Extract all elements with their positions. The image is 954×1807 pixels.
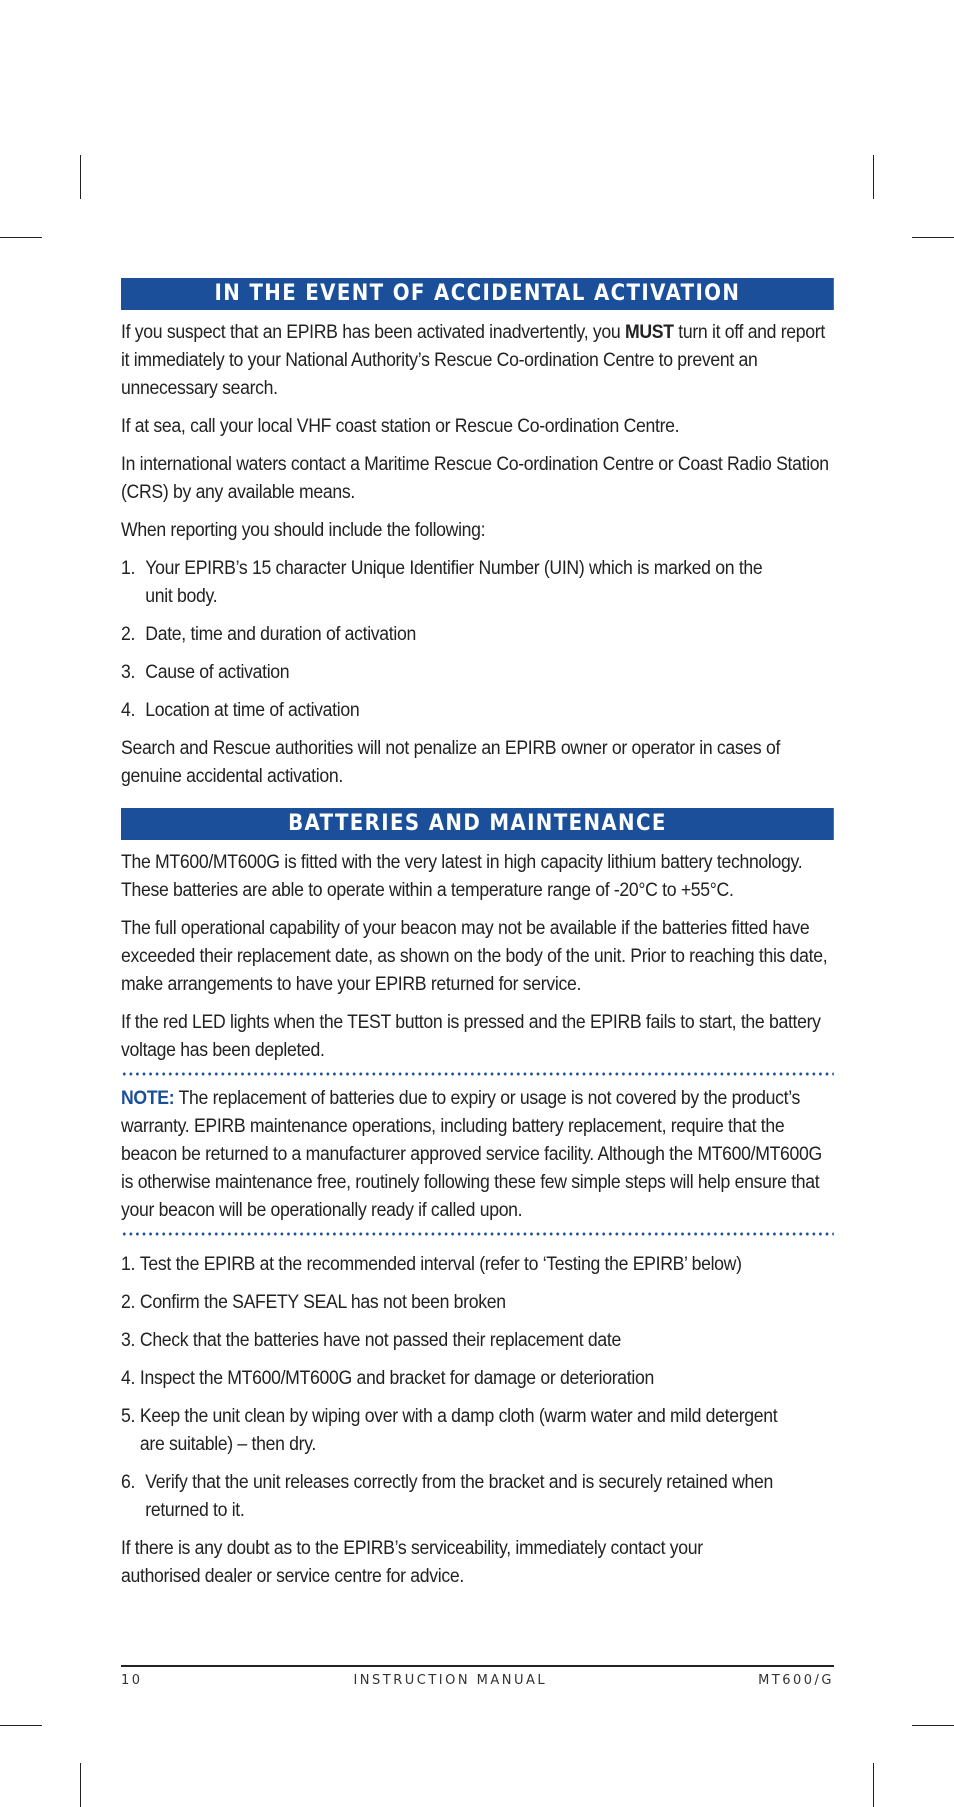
list-item	[121, 1468, 834, 1524]
page-content	[121, 278, 834, 1600]
list-item	[121, 1402, 834, 1458]
list-text: Cause of activation	[145, 661, 290, 683]
list-text: Location at time of activation	[145, 699, 360, 721]
emphasis-must: MUST	[625, 321, 674, 343]
crop-mark	[80, 1763, 81, 1807]
section-heading-batteries: BATTERIES AND MAINTENANCE	[121, 808, 834, 840]
list-text: Check that the batteries have not passed their replacement date	[139, 1329, 621, 1351]
list-item	[121, 620, 834, 648]
crop-mark	[912, 1725, 954, 1726]
text: If you suspect that an EPIRB has been activated inadvertently, you	[121, 321, 625, 343]
list-number: 4.	[121, 1367, 136, 1389]
paragraph: Search and Rescue authorities will not penalize an EPIRB owner or operator in cases of genuine accidental activation.	[121, 737, 781, 787]
list-item	[121, 1288, 834, 1316]
footer-title: INSTRUCTION MANUAL	[353, 1673, 548, 1688]
note-label: NOTE:	[121, 1087, 175, 1109]
section-heading-accidental-activation: IN THE EVENT OF ACCIDENTAL ACTIVATION	[121, 278, 834, 310]
paragraph: If there is any doubt as to the EPIRB’s serviceability, immediately contact your authorised dealer or service centre for advice.	[121, 1537, 703, 1587]
crop-mark	[873, 1763, 874, 1807]
list-number: 4.	[121, 699, 136, 721]
paragraph: If the red LED lights when the TEST button is pressed and the EPIRB fails to start, the battery voltage has been depleted.	[121, 1011, 821, 1061]
paragraph: The full operational capability of your beacon may not be available if the batteries fitted have exceeded their replacement date, as shown on the body of the unit. Prior to reaching this date, make arrangements to have your EPIRB returned for service.	[121, 917, 828, 995]
list-number: 2.	[121, 623, 136, 645]
text: turn it off and report it immediately to your National Authority’s Rescue Co-ordination Centre to prevent an unnecessary search.	[121, 321, 825, 399]
page-number: 10	[121, 1673, 143, 1688]
list-item	[121, 1250, 834, 1278]
list-text: Test the EPIRB at the recommended interval (refer to ‘Testing the EPIRB’ below)	[139, 1253, 742, 1275]
list-number: 2.	[121, 1291, 136, 1313]
footer-model: MT600/G	[758, 1673, 834, 1688]
list-item	[121, 658, 834, 686]
list-number: 5.	[121, 1405, 136, 1427]
crop-mark	[0, 237, 42, 238]
dotted-divider	[121, 1232, 834, 1236]
list-number: 6.	[121, 1471, 136, 1493]
list-number: 1.	[121, 1253, 136, 1275]
list-item	[121, 1326, 834, 1354]
list-item	[121, 554, 834, 610]
note-text: The replacement of batteries due to expiry or usage is not covered by the product’s warranty. EPIRB maintenance operations, including battery replacement, require that the beacon be returned to a manufacturer approved service facility. Although the MT600/MT600G is otherwise maintenance free, routinely following these few simple steps will help ensure that your beacon will be operationally ready if called upon.	[121, 1087, 822, 1221]
crop-mark	[873, 155, 874, 199]
list-text: Date, time and duration of activation	[145, 623, 416, 645]
dotted-divider	[121, 1072, 834, 1076]
paragraph: In international waters contact a Maritime Rescue Co-ordination Centre or Coast Radio Station (CRS) by any available means.	[121, 453, 829, 503]
list-text: Keep the unit clean by wiping over with a damp cloth (warm water and mild detergent are suitable) – then dry.	[139, 1405, 778, 1455]
list-text: Confirm the SAFETY SEAL has not been broken	[139, 1291, 506, 1313]
list-text: Verify that the unit releases correctly from the bracket and is securely retained when returned to it.	[145, 1471, 773, 1521]
list-item	[121, 1364, 834, 1392]
list-item	[121, 696, 834, 724]
list-number: 3.	[121, 1329, 136, 1351]
crop-mark	[0, 1725, 42, 1726]
paragraph	[121, 318, 834, 402]
page-footer	[121, 1665, 834, 1688]
crop-mark	[80, 155, 81, 199]
list-number: 3.	[121, 661, 136, 683]
paragraph: If at sea, call your local VHF coast station or Rescue Co-ordination Centre.	[121, 415, 680, 437]
list-text: Your EPIRB’s 15 character Unique Identifier Number (UIN) which is marked on the unit body.	[145, 557, 763, 607]
paragraph: When reporting you should include the following:	[121, 519, 486, 541]
maintenance-list	[121, 1250, 834, 1524]
list-number: 1.	[121, 557, 136, 579]
list-text: Inspect the MT600/MT600G and bracket for damage or deterioration	[139, 1367, 654, 1389]
report-list	[121, 554, 834, 724]
paragraph: The MT600/MT600G is fitted with the very latest in high capacity lithium battery technology. These batteries are able to operate within a temperature range of -20°C to +55°C.	[121, 851, 803, 901]
crop-mark	[912, 237, 954, 238]
note	[121, 1084, 834, 1224]
